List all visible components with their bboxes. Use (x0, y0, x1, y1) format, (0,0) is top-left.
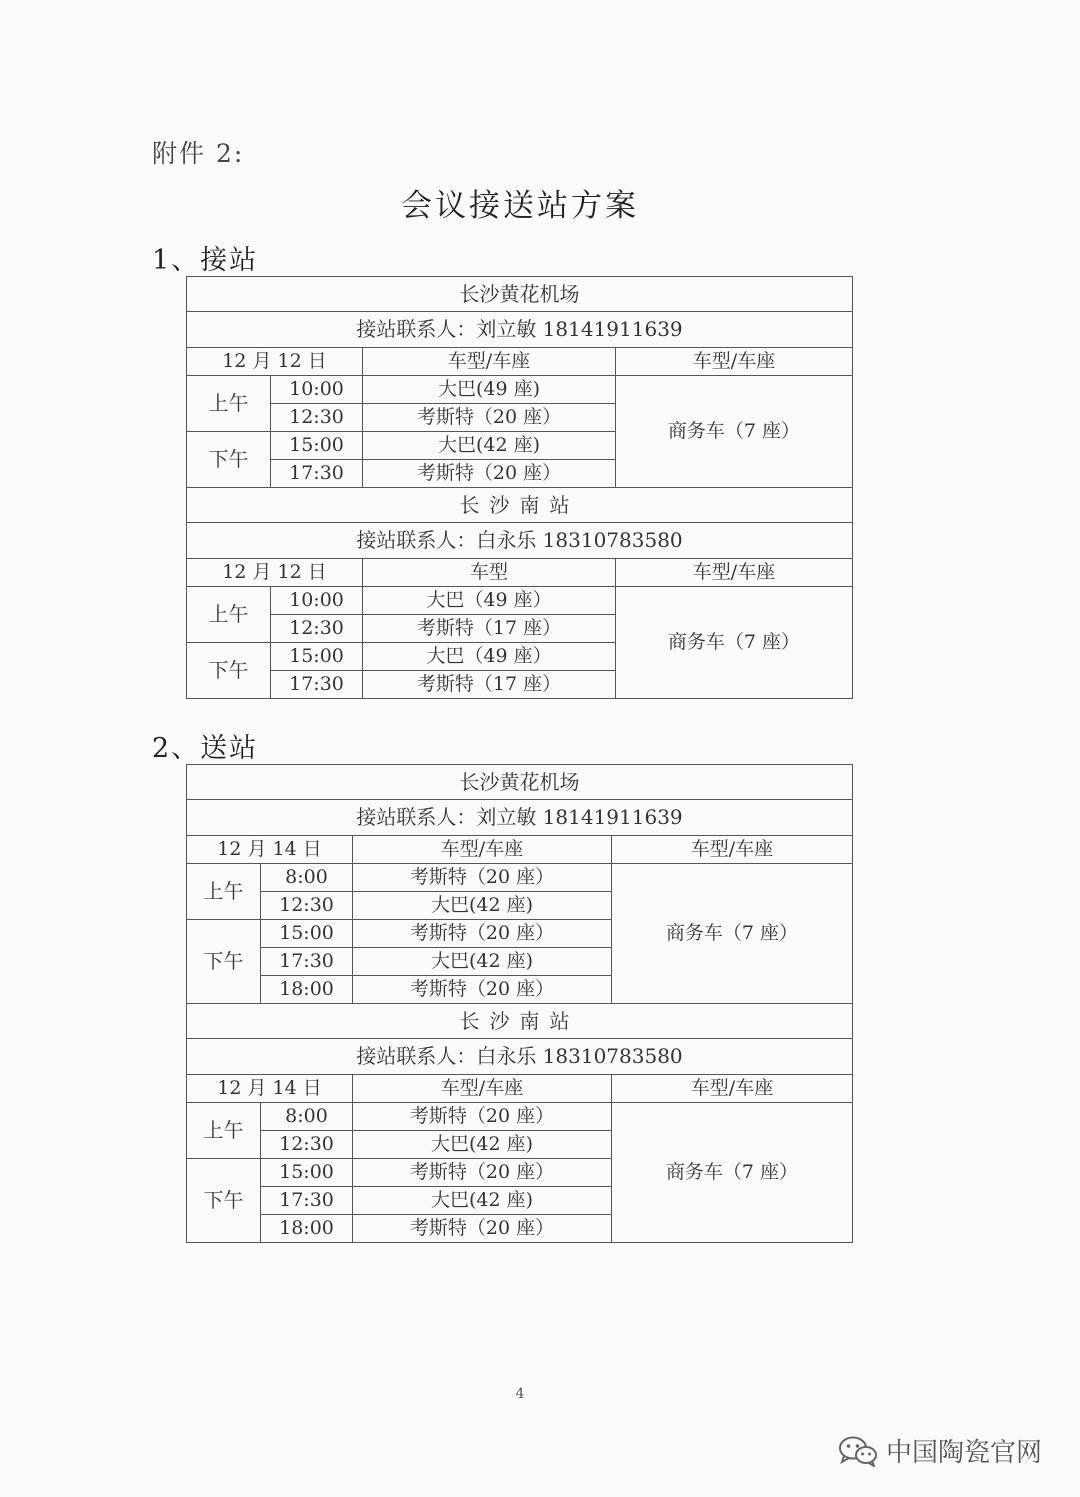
period-am: 上午 (187, 587, 271, 643)
vehicle-cell: 考斯特（17 座） (363, 671, 616, 699)
station-name: 长沙南站 (187, 1004, 853, 1039)
date-header: 12 月 12 日 (187, 559, 363, 587)
vehicle-cell: 大巴(42 座) (353, 1187, 612, 1215)
time-cell: 18:00 (261, 976, 353, 1004)
time-cell: 17:30 (271, 460, 363, 488)
time-cell: 15:00 (271, 643, 363, 671)
date-header: 12 月 14 日 (187, 836, 353, 864)
vehicle-cell: 考斯特（20 座） (353, 1159, 612, 1187)
section-dropoff-title: 2、送站 (152, 733, 259, 764)
dropoff-table (186, 764, 853, 1243)
vehicle-cell: 大巴(42 座) (353, 1131, 612, 1159)
attachment-label: 附件 2: (152, 139, 245, 168)
period-am: 上午 (187, 1103, 261, 1159)
station-name: 长沙黄花机场 (187, 765, 853, 800)
vehicle-cell: 考斯特（17 座） (363, 615, 616, 643)
business-car-cell: 商务车（7 座） (612, 864, 853, 1004)
vehicle-header: 车型/车座 (353, 1075, 612, 1103)
period-am: 上午 (187, 376, 271, 432)
contact-info: 接站联系人：白永乐 18310783580 (187, 523, 853, 559)
vehicle-header-2: 车型/车座 (612, 1075, 853, 1103)
time-cell: 12:30 (261, 892, 353, 920)
time-cell: 12:30 (271, 615, 363, 643)
vehicle-cell: 考斯特（20 座） (353, 864, 612, 892)
vehicle-cell: 大巴(42 座) (353, 892, 612, 920)
date-header: 12 月 14 日 (187, 1075, 353, 1103)
period-pm: 下午 (187, 432, 271, 488)
vehicle-cell: 大巴（49 座） (363, 643, 616, 671)
business-car-cell: 商务车（7 座） (616, 587, 853, 699)
period-pm: 下午 (187, 643, 271, 699)
vehicle-cell: 大巴（49 座） (363, 587, 616, 615)
time-cell: 18:00 (261, 1215, 353, 1243)
time-cell: 8:00 (261, 864, 353, 892)
vehicle-header: 车型/车座 (363, 348, 616, 376)
date-header: 12 月 12 日 (187, 348, 363, 376)
document-title: 会议接送站方案 (401, 188, 639, 224)
contact-info: 接站联系人：白永乐 18310783580 (187, 1039, 853, 1075)
wechat-icon (838, 1435, 878, 1467)
vehicle-cell: 考斯特（20 座） (353, 1215, 612, 1243)
section-pickup-title: 1、接站 (152, 245, 259, 276)
vehicle-cell: 大巴(42 座) (353, 948, 612, 976)
time-cell: 17:30 (271, 671, 363, 699)
period-pm: 下午 (187, 920, 261, 1004)
page-number: 4 (515, 1386, 525, 1402)
vehicle-header-2: 车型/车座 (616, 559, 853, 587)
watermark (838, 1432, 1042, 1469)
business-car-cell: 商务车（7 座） (616, 376, 853, 488)
time-cell: 15:00 (261, 920, 353, 948)
pickup-table (186, 276, 853, 699)
vehicle-header: 车型 (363, 559, 616, 587)
business-car-cell: 商务车（7 座） (612, 1103, 853, 1243)
time-cell: 10:00 (271, 587, 363, 615)
time-cell: 12:30 (271, 404, 363, 432)
vehicle-cell: 考斯特（20 座） (363, 404, 616, 432)
vehicle-cell: 考斯特（20 座） (353, 920, 612, 948)
vehicle-cell: 考斯特（20 座） (353, 976, 612, 1004)
watermark-text: 中国陶瓷官网 (885, 1438, 1042, 1468)
vehicle-cell: 大巴(42 座) (363, 432, 616, 460)
time-cell: 10:00 (271, 376, 363, 404)
time-cell: 8:00 (261, 1103, 353, 1131)
time-cell: 17:30 (261, 1187, 353, 1215)
station-name: 长沙黄花机场 (187, 277, 853, 312)
period-pm: 下午 (187, 1159, 261, 1243)
time-cell: 12:30 (261, 1131, 353, 1159)
contact-info: 接站联系人：刘立敏 18141911639 (187, 800, 853, 836)
vehicle-header-2: 车型/车座 (616, 348, 853, 376)
vehicle-cell: 考斯特（20 座） (353, 1103, 612, 1131)
vehicle-header: 车型/车座 (353, 836, 612, 864)
vehicle-cell: 大巴(49 座) (363, 376, 616, 404)
vehicle-cell: 考斯特（20 座） (363, 460, 616, 488)
period-am: 上午 (187, 864, 261, 920)
station-name: 长沙南站 (187, 488, 853, 523)
vehicle-header-2: 车型/车座 (612, 836, 853, 864)
time-cell: 15:00 (271, 432, 363, 460)
time-cell: 15:00 (261, 1159, 353, 1187)
contact-info: 接站联系人：刘立敏 18141911639 (187, 312, 853, 348)
time-cell: 17:30 (261, 948, 353, 976)
